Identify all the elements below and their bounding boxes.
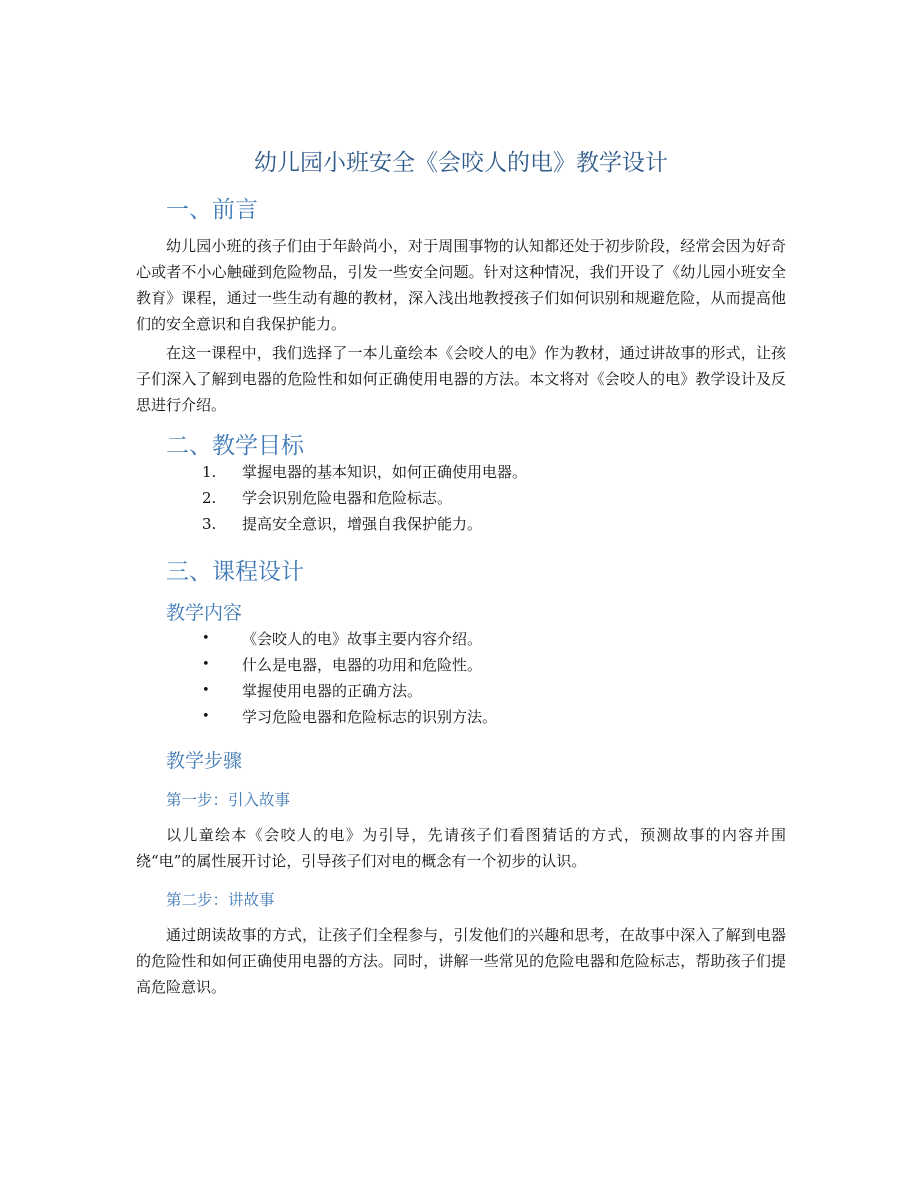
list-number: 3. [202,515,217,533]
list-item-text: 学会识别危险电器和危险标志。 [242,489,453,507]
list-item [136,678,786,704]
heading-step-1: 第一步：引入故事 [166,791,291,809]
list-item [136,626,786,652]
list-item-text: 掌握电器的基本知识，如何正确使用电器。 [242,463,528,481]
goals-list [136,459,786,537]
heading-goals: 二、教学目标 [166,433,304,459]
list-item-text: 学习危险电器和危险标志的识别方法。 [242,708,498,726]
paragraph-step-1: 以儿童绘本《会咬人的电》为引导，先请孩子们看图猜话的方式，预测故事的内容并围绕“电”的属性展开讨论，引导孩子们对电的概念有一个初步的认识。 [136,826,786,870]
list-item-text: 什么是电器，电器的功用和危险性。 [242,656,483,674]
bullet-icon: • [202,631,210,646]
list-item-text: 掌握使用电器的正确方法。 [242,682,423,700]
list-item [136,704,786,730]
document-title: 幼儿园小班安全《会咬人的电》教学设计 [254,150,668,176]
list-item [136,459,786,485]
list-item [136,511,786,537]
list-item [136,485,786,511]
heading-preface: 一、前言 [166,197,258,223]
paragraph-preface-2: 在这一课程中，我们选择了一本儿童绘本《会咬人的电》作为教材，通过讲故事的形式，让孩子们深入了解到电器的危险性和如何正确使用电器的方法。本文将对《会咬人的电》教学设计及反思进行介绍。 [136,344,786,414]
heading-course-design: 三、课程设计 [166,559,304,585]
content-list [136,626,786,730]
bullet-icon: • [202,709,210,724]
heading-step-2: 第二步：讲故事 [166,891,275,909]
bullet-icon: • [202,657,210,672]
heading-teaching-steps: 教学步骤 [166,750,243,772]
list-number: 2. [202,489,217,507]
paragraph-preface-1: 幼儿园小班的孩子们由于年龄尚小，对于周围事物的认知都还处于初步阶段，经常会因为好奇心或者不小心触碰到危险物品，引发一些安全问题。针对这种情况，我们开设了《幼儿园小班安全教育》课程，通过一些生动有趣的教材，深入浅出地教授孩子们如何识别和规避危险，从而提高他们的安全意识和自我保护能力。 [136,237,786,333]
heading-teaching-content: 教学内容 [166,602,243,624]
paragraph-step-2: 通过朗读故事的方式，让孩子们全程参与，引发他们的兴趣和思考，在故事中深入了解到电器的危险性和如何正确使用电器的方法。同时，讲解一些常见的危险电器和危险标志，帮助孩子们提高危险意识。 [136,926,786,996]
list-item-text: 提高安全意识，增强自我保护能力。 [242,515,483,533]
bullet-icon: • [202,683,210,698]
list-item [136,652,786,678]
list-number: 1. [202,463,217,481]
list-item-text: 《会咬人的电》故事主要内容介绍。 [242,630,483,648]
